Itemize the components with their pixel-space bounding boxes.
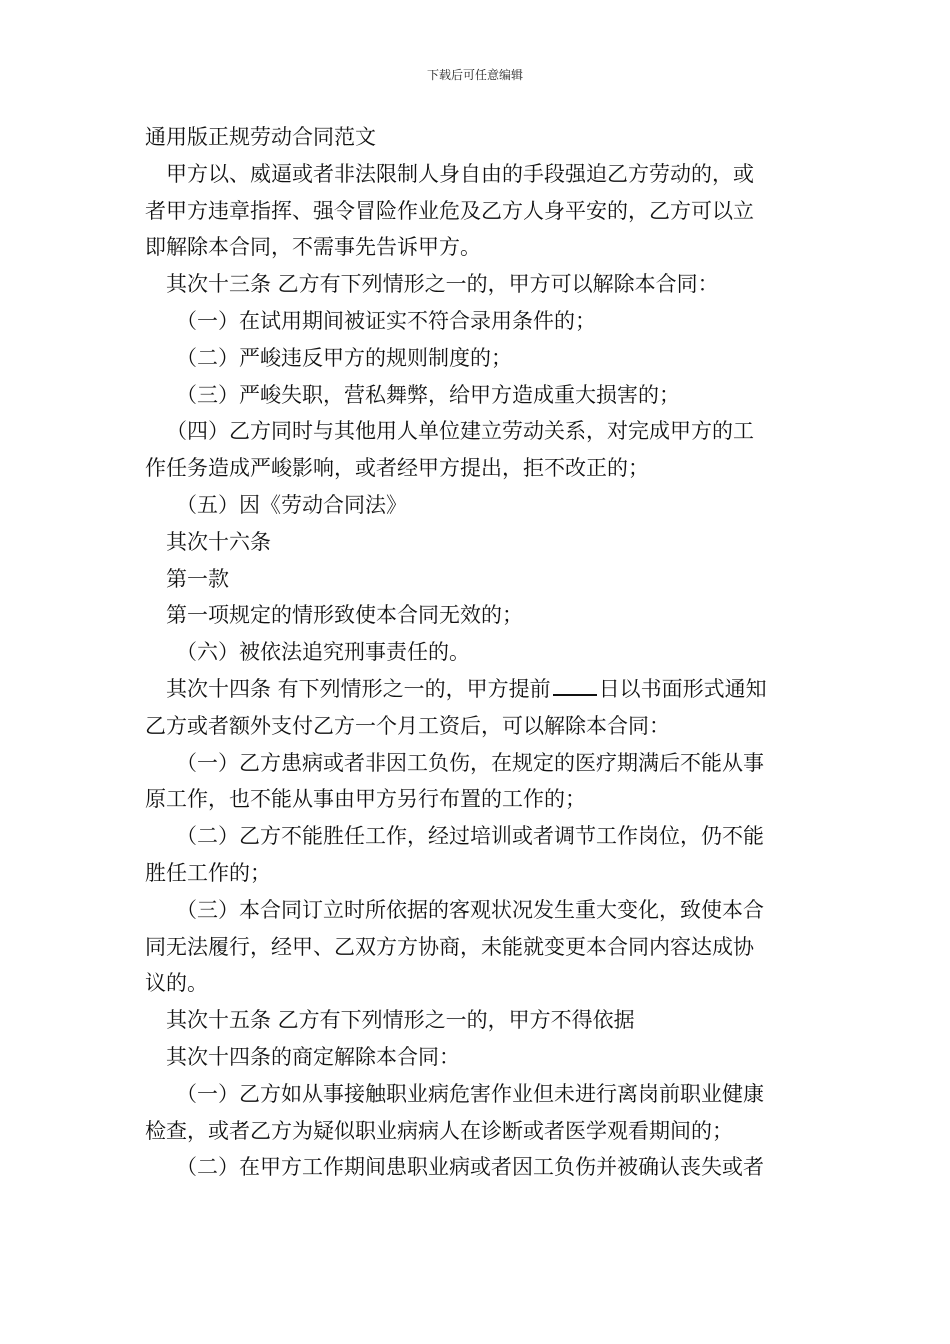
paragraph-line: 其次十四条的商定解除本合同： <box>166 1044 460 1069</box>
paragraph-line: 甲方以、威逼或者非法限制人身自由的手段强迫乙方劳动的，或 <box>166 161 754 186</box>
paragraph-line: 第一项规定的情形致使本合同无效的； <box>166 603 523 628</box>
article-heading-13: 其次十三条 乙方有下列情形之一的，甲方可以解除本合同： <box>166 272 719 297</box>
article-heading-15: 其次十五条 乙方有下列情形之一的，甲方不得依据 <box>166 1008 635 1033</box>
article-heading-14 <box>145 671 810 708</box>
paragraph-line: 原工作，也不能从事由甲方另行布置的工作的； <box>145 787 586 812</box>
clause-item: （二）乙方不能胜任工作，经过培训或者调节工作岗位，仍不能 <box>176 824 764 849</box>
document-title: 通用版正规劳动合同范文 <box>145 125 376 149</box>
paragraph-line: 作任务造成严峻影响，或者经甲方提出，拒不改正的； <box>145 456 649 481</box>
paragraph-line: 其次十六条 <box>166 529 271 554</box>
clause-item: （二）在甲方工作期间患职业病或者因工负伤并被确认丧失或者 <box>176 1155 764 1180</box>
clause-item: （一）在试用期间被证实不符合录用条件的； <box>176 308 596 333</box>
paragraph-line: 者甲方违章指挥、强令冒险作业危及乙方人身平安的，乙方可以立 <box>145 198 754 223</box>
notice-text-after: 日以书面形式通知 <box>598 676 767 701</box>
clause-item: （一）乙方患病或者非因工负伤，在规定的医疗期满后不能从事 <box>176 750 764 775</box>
document-body <box>145 119 810 1186</box>
clause-item: （四）乙方同时与其他用人单位建立劳动关系，对完成甲方的工 <box>166 419 754 444</box>
paragraph-line: 即解除本合同，不需事先告诉甲方。 <box>145 235 481 260</box>
page-header-note: 下载后可任意编辑 <box>426 68 523 82</box>
notice-text-before: 其次十四条 有下列情形之一的，甲方提前 <box>166 676 551 701</box>
clause-item: （六）被依法追究刑事责任的。 <box>176 640 470 665</box>
paragraph-line: 胜任工作的； <box>145 860 271 885</box>
clause-item: （五）因《劳动合同法》 <box>176 492 407 517</box>
paragraph-line: 同无法履行，经甲、乙双方方协商，未能就变更本合同内容达成协 <box>145 934 754 959</box>
paragraph-line: 乙方或者额外支付乙方一个月工资后，可以解除本合同： <box>145 713 670 738</box>
paragraph-line: 第一款 <box>166 566 229 591</box>
clause-item: （二）严峻违反甲方的规则制度的； <box>176 345 512 370</box>
clause-item: （一）乙方如从事接触职业病危害作业但未进行离岗前职业健康 <box>176 1081 764 1106</box>
clause-item: （三）严峻失职，营私舞弊，给甲方造成重大损害的； <box>176 382 680 407</box>
fill-in-blank[interactable] <box>553 674 597 696</box>
paragraph-line: 检查，或者乙方为疑似职业病病人在诊断或者医学观看期间的； <box>145 1118 733 1143</box>
clause-item: （三）本合同订立时所依据的客观状况发生重大变化，致使本合 <box>176 897 764 922</box>
paragraph-line: 议的。 <box>145 971 208 996</box>
